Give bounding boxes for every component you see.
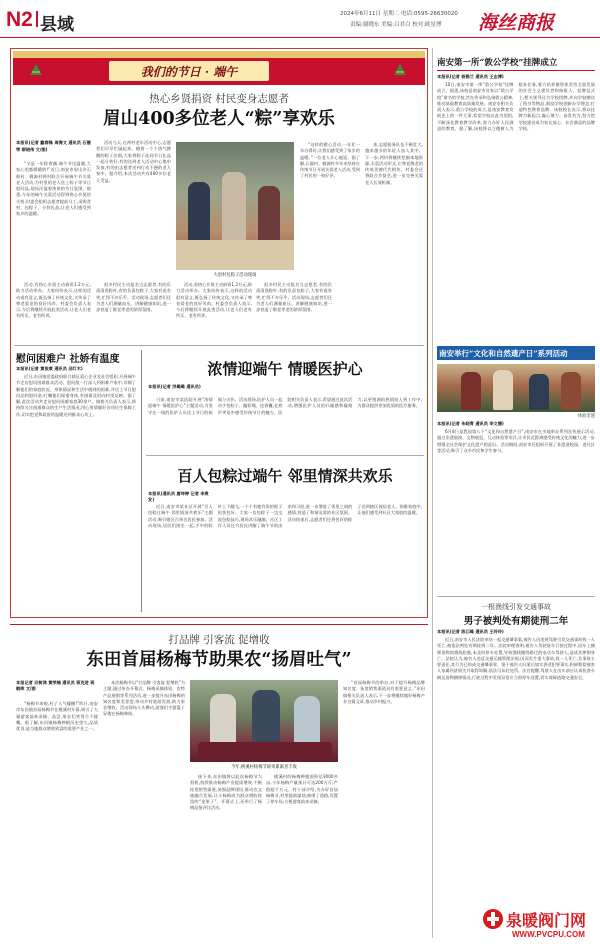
divider (146, 455, 424, 456)
story1-col4-text: 很多村民主动报名当志愿者,有的负责清洗粽叶,有的负责包粽子,大家有说有笑,忙得不亦乐乎。活动现场,志愿者们还为老人们测量血压、讲解健康知识,进一步营造了敬老孝老的浓厚氛围。 (256, 282, 332, 313)
photo-figure (493, 370, 513, 410)
story1-kicker: 热心乡贤捐资 村民变身志愿者 (149, 93, 289, 105)
banner-stripe (13, 51, 425, 58)
story1-col1b (16, 282, 91, 342)
divider (14, 345, 424, 346)
story1-col6-text: 来,志愿服务队伍不断壮大,越来越多的年轻人加入其中。下一步,两村将继续挖掘本地资源,丰富活动形式,让尊老敬老的传统美德代代相传。村委会还将联合乡贤会,进一步完善关爱老人长效机制。 (365, 142, 423, 185)
story5-col1-text: “杨梅节来啦,村子人气爆棚!”昨日,南安市东田镇首届杨梅节在桃溪村开幕,吸引了大量游客前来采摘、品尝,果农们笑得合不拢嘴。据了解,东田镇杨梅种植历史悠久,品质优良,是当地群众增收致富的重要产业之一。 (16, 701, 98, 732)
story3-text (148, 504, 422, 610)
zongzi-icon (29, 63, 43, 77)
story1-col2b-text: 很多村民主动报名当志愿者,有的负责清洗粽叶,有的负责包粽子,大家有说有笑,忙得不亦乐乎。活动现场,志愿者们还为老人们测量血压、讲解健康知识,进一步营造了敬老孝老的浓厚氛围。 (96, 282, 171, 313)
story2-text (148, 397, 422, 437)
photo-figure (252, 690, 280, 746)
story5-col2 (103, 680, 185, 937)
story5-col4-text: 桃溪村的杨梅种植面积达3000多亩,今年杨梅产量预计可达200万斤,产值超千万元。村干部介绍,为办好首届杨梅节,村里提前谋划,修缮了道路,设置了停车场,方便游客前来采摘。 (266, 774, 338, 805)
story5-col3 (190, 774, 262, 937)
story1-col1b-text: 活动,有热心乡贤主动捐资1.2万元,助力活动举办。大家纷纷表示,这样的活动很有意义,既弘扬了传统文化,又传承了尊老爱老的良好风尚。村委会负责人表示,今后将继续开展此类活动,让老人们老有所乐、老有所养。 (16, 282, 91, 319)
story2-byline: 本报讯(记者 洪璐璐 通讯员) (148, 384, 201, 389)
story1-col4 (256, 282, 332, 342)
story5-col4 (266, 774, 338, 937)
photo-figure (561, 372, 581, 410)
story1-headline: 眉山400多位老人“粽”享欢乐 (103, 109, 335, 129)
right-story3-byline: 本报讯(记者 陈江峰 通讯员 王玲玲) (437, 629, 504, 634)
story1-col5 (300, 142, 360, 272)
section-divider (36, 11, 38, 27)
right-story1-text (437, 82, 595, 340)
story1-col6 (365, 142, 423, 342)
brand-logo: 海丝商报 (478, 12, 555, 34)
editors-line: 责编:谢晓东 美编:吕君白 校对:欧星博 (350, 22, 442, 28)
right-story2-text-body: 6月8日是我国第八个“文化和自然遗产日”,南安市在多地举办系列宣传展示活动,通过非遗展演、文物展览、互动体验等形式,让市民近距离感受传统文化的魅力,进一步增强全社会保护文化遗产的意识。活动期间,南安市还组织开展了非遗进校园、进社区等活动,吸引了众多市民和学生参与。 (437, 429, 595, 453)
right-story2-text (437, 429, 595, 593)
page-column-rule (432, 48, 433, 938)
story5-col2-text: 本次杨梅节以“打品牌 引客流 促增收”为主题,通过举办开幕式、杨梅采摘体验、农特产品展销等系列活动,进一步提升东田杨梅的知名度和美誉度,带动乡村旅游发展,助力果农增收。活动现场人头攒动,游客们手提篮子穿梭在杨梅林间。 (103, 680, 185, 717)
photo-figure (529, 374, 549, 410)
story5-headline: 东田首届杨梅节助果农“扬眉吐气” (86, 650, 352, 670)
right-story2-photo-caption: 体验非遗 (577, 414, 595, 419)
story1-col3 (176, 282, 252, 342)
photo-figure (258, 186, 280, 244)
story4-headline: 慰问困难户 社娇有温度 (16, 354, 120, 365)
story2-headline: 浓情迎端午 情暖医护心 (207, 360, 363, 378)
story1-col2b (96, 282, 171, 342)
section-number: N2 (6, 8, 33, 31)
story3-headline: 百人包粽过端午 邻里情深共欢乐 (177, 467, 393, 485)
footer-logo-text: 泉暖阀门网 (506, 911, 587, 930)
story1-col1-text: “又是一年粽香飘,端午节送温暖,大家心里都暖暖的!”近日,南安市眉山乡石鼓村、桃源村两村联合开展端午节关爱老人活动,为村里的老人送上粽子等节日慰问品,现场洋溢着浓浓的节日氛围。据悉,今年的端午关爱活动得到热心乡贤的支持,村委会组织志愿者提前分工,采购食材、包粽子、分装礼品,让老人们感受到家乡的温暖。 (16, 161, 91, 217)
story1-col2 (96, 140, 171, 275)
photo-table (176, 240, 294, 270)
right-story3-text-body: 近日,南安市人民法院审结一起交通肇事案,被告人因违规驾驶引发交通事故致一人死亡,被依法判处有期徒刑二年。法院审理查明,被告人驾驶货车行驶过程中,因车上捆绑货物的渔线松脱,未及时停车处置,导致渔线缠绕路过的电动车驾驶人,造成其摔倒身亡。法院认为,被告人违反交通运输管理法规,因而发生重大事故,致一人死亡,负事故主要责任,其行为已构成交通肇事罪。鉴于被告人归案后如实供述犯罪事实,积极赔偿被害人家属经济损失并取得谅解,依法可从轻处罚。法官提醒,驾驶人在出车前应认真检查车辆及货物捆绑情况,行驶过程中发现异常应立即停车处置,切实保障道路交通安全。 (437, 637, 595, 680)
story3-text-body: 近日,南安市某社区开展“百人包粽过端午 邻里情深共欢乐”主题活动,吸引辖区百余名居民参加。活动现场,居民们围坐一起,手中的粽叶上下翻飞,一个个有棱有角的粽子很快包好。大家一边包粽子一边交流包粽技巧,现场其乐融融。社区工作人员还为居民讲解了端午节的由来和习俗,进一步增进了邻里之间的感情,营造了和谐友爱的社区氛围。活动结束后,志愿者们还将包好的粽子送到辖区独居老人、困难家庭中,让他们感受到社区大家庭的温暖。 (148, 504, 422, 528)
photo-figure (210, 694, 236, 746)
story5-col1 (16, 701, 98, 937)
footer-logo (482, 906, 598, 942)
right-story1-byline: 本报讯(记者 杨雅兰 通讯员 王志博) (437, 74, 504, 79)
story1-col5-text: “这样的暖心活动,一年比一年办得好,让我们感受到了家乡的温暖。”一位老人开心地说。据了解,石鼓村、桃源村多年来坚持在传统节日开展关爱老人活动,受到了村民的一致好评。 (300, 142, 360, 179)
right-story3-headline: 男子被判处有期徒刑二年 (463, 616, 569, 627)
photo-basket (198, 742, 332, 762)
divider (10, 624, 428, 625)
story5-col5 (343, 680, 425, 937)
story1-col2-text: 活动当天,在两村老年活动中心,志愿者们早早忙碌起来。随着一个个热气腾腾的粽子出锅,大家将粽子连同节日礼品一起分装好,有的送到老人活动中心集中发放,有的由志愿者送到行动不便的老人家中。据介绍,本次活动共有400多位老人受益。 (96, 140, 171, 183)
photo-figure (188, 182, 210, 242)
right-story1-text-body: 10日,南安市第一所“敦公学校”挂牌成立。据悉,该校是南安市首家以“敦公学校”命名的学校,旨在传承和弘扬敦公精神,推动基础教育高质量发展。南安市相关负责人表示,敦公学校的成立,是南安教育发展史上的一件大事,希望学校以此为契机,不断深化教育教学改革,努力办好人民满意的教育。据了解,该校将以立德树人为根本任务,着力培养德智体美劳全面发展的社会主义建设者和接班人。挂牌仪式上,相关领导还为学校授牌,并向学校赠送了图书等物品,鼓励学校创新办学理念,打造特色教育品牌。该校校长表示,将以挂牌为新起点,凝心聚力、奋发有为,努力把学校建设成为家长放心、社会满意的品牌学校。 (437, 82, 595, 132)
story5-photo-caption: 今年,桃溪村杨梅节硕果累累喜丰收 (231, 765, 297, 770)
story4-text (16, 374, 136, 612)
banner-title: 我们的节日 · 端午 (140, 65, 238, 79)
right-story2-byline: 本报讯(记者 朱晓青 通讯员 李文德) (437, 421, 504, 426)
divider (437, 596, 595, 597)
story5-byline: 本报记者 应树鸿 黄荣楠 通讯员 蒋克进 蒋朝晖 文/图 (16, 680, 95, 692)
footer-url: WWW.PVCPU.COM (512, 930, 585, 939)
story1-byline: 本报讯(记者 戴春锋 周海文 通讯员 石德荣 柳晓伟 文/图) (16, 140, 91, 152)
story4-byline: 本报讯(记者 黄俊康 通讯员 邱灯木) (16, 366, 83, 371)
column-rule (141, 350, 142, 612)
page-name: 县域 (40, 15, 74, 35)
zongzi-icon (393, 63, 407, 77)
photo-figure (461, 372, 481, 410)
festival-banner (13, 51, 425, 85)
date-line: 2024年6月11日 星期二 电话:0595-26630020 (340, 11, 458, 17)
story1-col5b (336, 282, 360, 342)
story5-photo (190, 680, 338, 762)
story5-col3-text: 接下来,东田镇将以此次杨梅节为契机,持续推动杨梅产业提质增效,不断拓宽销售渠道,加强品牌建设,推动农文旅融合发展,让小杨梅成为群众增收致富的“金果子”。开幕式上,还举行了杨梅品鉴评比活动。 (190, 774, 262, 811)
story2-text-body: 日前,南安市某医院开展“浓情迎端午 情暖医护心”主题活动,为坚守在一线的医护人员送上节日的祝福与关怀。活动现场,医护人员一起动手包粽子、编彩绳、挂香囊,在欢声笑语中感受传统节日的魅力。医院相关负责人表示,希望通过此次活动,增强医护人员的归属感和凝聚力,以更饱满的热情投入到工作中,为群众提供更加优质的医疗服务。 (148, 397, 422, 415)
story1-photo-caption: 大眉村包粽子活动现场 (213, 273, 257, 278)
photo-figure (294, 696, 320, 746)
right-story3-text (437, 637, 595, 905)
story1-col3-text: 活动,有热心乡贤主动捐资1.2万元,助力活动举办。大家纷纷表示,这样的活动很有意义,既弘扬了传统文化,又传承了尊老爱老的良好风尚。村委会负责人表示,今后将继续开展此类活动,让老人们老有所乐、老有所养。 (176, 282, 252, 319)
masthead (0, 0, 600, 38)
story1-photo (176, 142, 294, 270)
right-story3-kicker: 一根渔线引发交通事故 (481, 603, 551, 611)
right-story2-photo (437, 364, 595, 412)
photo-figure (222, 172, 246, 242)
divider (437, 70, 595, 71)
story5-col5-text: “首届杨梅节的举办,对于提升杨梅品牌知名度、拓宽销售渠道具有重要意义。”东田镇相关负责人表示,下一步将继续做好杨梅产业这篇文章,推动乡村振兴。 (343, 680, 425, 704)
story1-col1 (16, 161, 91, 275)
story3-byline: 本报讯(通讯员 唐坤婷 记者 李贵发) (148, 491, 209, 503)
right-story1-headline: 南安第一所“敦公学校”挂牌成立 (437, 58, 558, 68)
story5-kicker: 打品牌 引客流 促增收 (168, 634, 270, 646)
right-story2-headline: 南安举行“文化和自然遗产日”系列活动 (439, 349, 568, 358)
valve-icon (482, 908, 504, 930)
story4-text-body: 近日,东田镇党委政府联合辖区爱心企业及社会组织,开展端午节走访慰问困难群众活动。慰问组一行深入到困难户家中,详细了解他们的家庭状况、身体情况和生活中遇到的困难,并送上节日慰问品和慰问金,叮嘱他们保重身体,有困难及时向村里反映。据了解,此次活动共走访慰问困难家庭30余户。镇相关负责人表示,将持续关注困难群众的生产生活情况,用心用情做好各项民生保障工作,切实把党和政府的温暖送到群众心坎上。 (16, 374, 136, 417)
